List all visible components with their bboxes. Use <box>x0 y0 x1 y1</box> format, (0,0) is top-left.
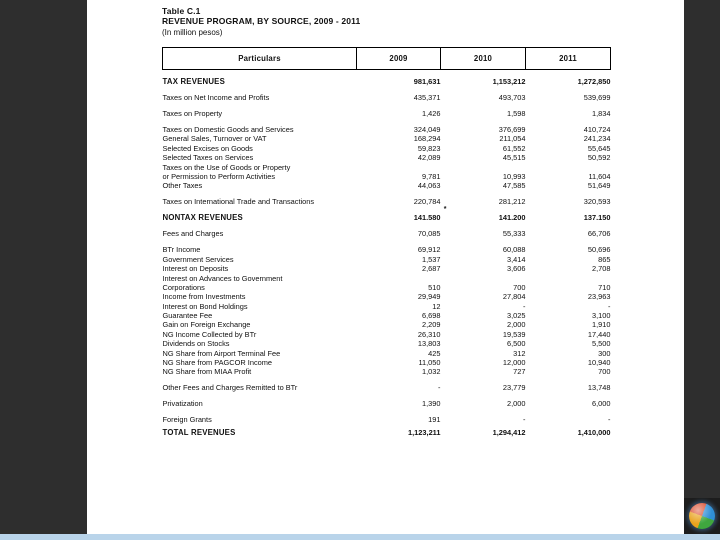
table-row <box>163 348 611 357</box>
row-value: 50,696 <box>587 245 611 255</box>
row-value: 69,912 <box>417 245 441 255</box>
table-row <box>163 162 611 171</box>
row-value: 1,537 <box>422 254 441 264</box>
row-label: TOTAL REVENUES <box>162 428 236 438</box>
row-value: 6,698 <box>422 311 441 321</box>
table-row <box>163 238 611 254</box>
desktop-gutter-right <box>684 0 720 540</box>
row-value: 6,000 <box>592 399 611 409</box>
row-value: 2,209 <box>422 320 441 330</box>
row-label: or Permission to Perform Activities <box>162 171 276 181</box>
row-value: - <box>608 301 611 311</box>
row-value: 376,699 <box>498 125 526 134</box>
column-header-2011: 2011 <box>526 48 611 70</box>
row-label: Fees and Charges <box>162 229 224 239</box>
row-label: NG Share from Airport Terminal Fee <box>162 348 281 358</box>
row-value: 2,687 <box>422 264 441 274</box>
row-value: 11,050 <box>418 358 441 368</box>
row-value: 66,706 <box>587 229 611 239</box>
row-value: 727 <box>513 367 526 377</box>
row-label: Privatization <box>162 399 203 409</box>
row-value: 50,592 <box>587 153 611 163</box>
table-body <box>163 70 611 438</box>
row-value: 281,212 <box>498 197 526 207</box>
row-value: 220,784 <box>413 197 441 207</box>
row-value: 3,414 <box>507 254 526 264</box>
row-value: 141.200 <box>498 213 526 223</box>
row-value: - <box>608 415 611 425</box>
row-value: 320,593 <box>583 197 611 207</box>
row-label: General Sales, Turnover or VAT <box>162 134 267 144</box>
row-value: 700 <box>513 282 526 292</box>
row-value: 425 <box>428 348 441 358</box>
row-label: BTr Income <box>162 245 201 255</box>
row-value: 493,703 <box>498 93 526 102</box>
table-row <box>163 283 611 292</box>
row-label: Interest on Deposits <box>162 264 229 274</box>
row-value: 45,515 <box>502 153 526 163</box>
row-value: - <box>438 383 441 393</box>
table-row <box>163 181 611 190</box>
row-label: Foreign Grants <box>162 415 212 425</box>
table-row <box>163 292 611 301</box>
row-value: 1,153,212 <box>492 77 526 86</box>
row-value: 981,631 <box>413 77 441 86</box>
row-value: 2,000 <box>507 320 526 330</box>
row-value: 539,699 <box>583 93 611 102</box>
row-value <box>441 273 526 282</box>
column-header-particulars: Particulars <box>163 48 357 70</box>
table-row <box>163 153 611 162</box>
table-number: Table C.1 <box>162 6 201 16</box>
row-label: NONTAX REVENUES <box>162 213 243 223</box>
row-value: 410,724 <box>583 125 611 134</box>
table-row <box>163 222 611 238</box>
row-value: 5,500 <box>592 339 611 349</box>
desktop-gutter-left <box>0 0 87 540</box>
start-button[interactable] <box>684 498 720 534</box>
row-value <box>526 273 611 282</box>
row-value: 11,604 <box>588 171 611 181</box>
row-label: NG Share from PAGCOR Income <box>162 358 273 368</box>
table-row <box>163 301 611 310</box>
table-row <box>163 424 611 437</box>
row-label: Government Services <box>162 254 234 264</box>
row-value: 137.150 <box>583 213 611 223</box>
windows-logo-icon <box>689 503 715 529</box>
table-row <box>163 408 611 424</box>
row-value: - <box>523 301 526 311</box>
row-value: 13,803 <box>417 339 441 349</box>
row-value: 1,032 <box>422 367 441 377</box>
row-value: 710 <box>598 282 611 292</box>
row-value: 26,310 <box>417 329 441 339</box>
table-row <box>163 70 611 87</box>
table-row <box>163 273 611 282</box>
row-label: Dividends on Stocks <box>162 339 230 349</box>
row-label: Taxes on Domestic Goods and Services <box>162 125 294 134</box>
row-value: 10,993 <box>502 171 526 181</box>
table-row <box>163 320 611 329</box>
row-label: Selected Taxes on Services <box>162 153 254 163</box>
table-row <box>163 329 611 338</box>
row-value: 1,834 <box>592 109 611 118</box>
table-row <box>163 376 611 392</box>
row-value <box>441 162 526 171</box>
row-value: 700 <box>598 367 611 377</box>
row-value: 12 <box>432 301 441 311</box>
row-value: 211,054 <box>499 134 526 144</box>
row-label: Interest on Advances to Government <box>162 273 283 283</box>
row-label: NG Share from MIAA Profit <box>162 367 252 377</box>
row-value: 55,333 <box>502 229 526 239</box>
row-value: 300 <box>598 348 611 358</box>
row-label: Selected Excises on Goods <box>162 143 253 153</box>
slide-page <box>87 0 684 534</box>
row-value <box>526 162 611 171</box>
row-value: 27,804 <box>502 292 526 302</box>
document-title-block <box>162 6 360 37</box>
row-value: 17,440 <box>587 329 611 339</box>
row-value: 55,645 <box>587 143 611 153</box>
revenue-table <box>162 47 611 437</box>
table-row <box>163 206 611 222</box>
page-title: REVENUE PROGRAM, BY SOURCE, 2009 - 2011 <box>162 16 361 27</box>
table-row <box>163 172 611 181</box>
row-value: 312 <box>513 348 526 358</box>
row-value: 324,049 <box>413 125 441 134</box>
table-row <box>163 190 611 206</box>
row-value: 1,426 <box>422 109 441 118</box>
column-header-2010: 2010 <box>441 48 526 70</box>
row-label: Taxes on Property <box>162 109 223 118</box>
row-value: 141.580 * <box>413 206 447 223</box>
row-value: 60,088 <box>502 245 526 255</box>
table-row <box>163 134 611 143</box>
table-row <box>163 311 611 320</box>
row-label: Taxes on International Trade and Transactions <box>162 197 315 207</box>
row-value: 2,708 <box>592 264 611 274</box>
row-value: 1,272,850 <box>577 77 611 86</box>
table-row <box>163 118 611 134</box>
row-value: 42,089 <box>417 153 441 163</box>
row-value: 435,371 <box>413 93 441 102</box>
row-value: 1,910 <box>592 320 611 330</box>
row-value: 12,000 <box>502 358 526 368</box>
row-label: Gain on Foreign Exchange <box>162 320 251 330</box>
row-label: Income from Investments <box>162 292 246 302</box>
row-value: 61,552 <box>502 143 526 153</box>
row-label: Corporations <box>162 282 205 292</box>
row-label: Taxes on the Use of Goods or Property <box>162 162 291 172</box>
row-value: 2,000 <box>507 399 526 409</box>
table-header-row <box>163 48 611 70</box>
units-note: (In million pesos) <box>162 27 223 37</box>
row-value: 23,963 <box>587 292 611 302</box>
row-value: 10,940 <box>587 358 611 368</box>
row-label: Taxes on Net Income and Profits <box>162 93 270 102</box>
table-row <box>163 143 611 152</box>
table-row <box>163 102 611 118</box>
row-value: 3,100 <box>592 311 611 321</box>
row-value: 1,294,412 <box>492 428 526 438</box>
row-label: Other Fees and Charges Remitted to BTr <box>162 383 298 393</box>
table-row <box>163 86 611 102</box>
row-value: 6,500 <box>507 339 526 349</box>
row-value: 3,025 <box>507 311 526 321</box>
row-value: 865 <box>598 254 611 264</box>
taskbar[interactable] <box>0 534 720 540</box>
table-row <box>163 367 611 376</box>
row-value: 191 <box>428 415 441 425</box>
row-value: 1,410,000 <box>577 428 611 438</box>
table-row <box>163 392 611 408</box>
row-value: - <box>523 415 526 425</box>
row-value: 29,949 <box>417 292 441 302</box>
row-value: 3,606 <box>507 264 526 274</box>
row-label: NG Income Collected by BTr <box>162 329 257 339</box>
row-label: Interest on Bond Holdings <box>162 301 248 311</box>
row-value: 1,390 <box>422 399 441 409</box>
row-value: 9,781 <box>422 171 441 181</box>
row-value: 59,823 <box>417 143 441 153</box>
row-value: 168,294 <box>413 134 441 144</box>
revenue-table-document <box>87 0 684 534</box>
row-value: 19,539 <box>502 329 526 339</box>
table-row <box>163 264 611 273</box>
table-header <box>163 48 611 70</box>
row-value: 23,779 <box>502 383 526 393</box>
row-label: TAX REVENUES <box>162 77 225 86</box>
row-value: 1,598 <box>507 109 526 118</box>
row-value: 1,123,211 <box>408 428 441 438</box>
row-value: 44,063 <box>417 181 441 191</box>
row-label: Guarantee Fee <box>162 311 213 321</box>
row-label: Other Taxes <box>162 181 203 191</box>
row-value <box>357 273 441 282</box>
table-row <box>163 358 611 367</box>
row-value: 47,585 <box>502 181 526 191</box>
row-value: 70,085 <box>417 229 441 239</box>
footnote-marker: * <box>443 206 447 214</box>
row-value: 51,649 <box>587 181 611 191</box>
row-value <box>357 162 441 171</box>
column-header-2009: 2009 <box>357 48 441 70</box>
table-row <box>163 254 611 263</box>
row-value: 241,234 <box>583 134 611 144</box>
table-row <box>163 339 611 348</box>
row-value: 13,748 <box>587 383 611 393</box>
row-value: 510 <box>428 282 441 292</box>
